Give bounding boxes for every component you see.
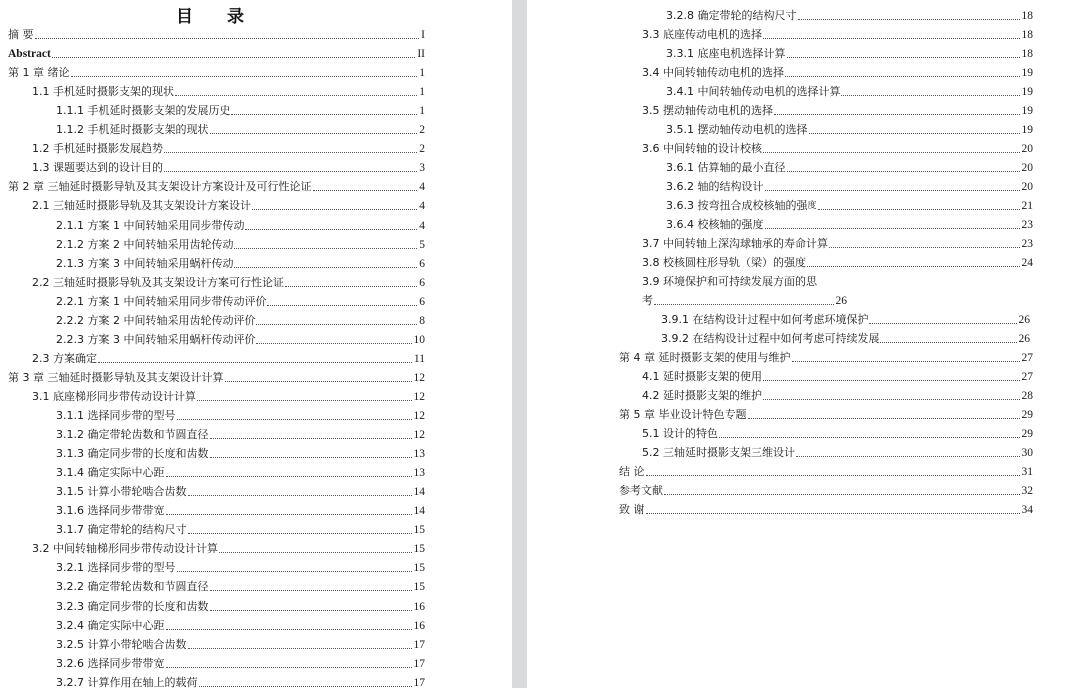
- toc-entry: [642, 99, 1033, 118]
- toc-title: 目 录: [176, 7, 258, 27]
- dot-leader: [792, 360, 1020, 362]
- toc-entry-label: 2.1 三轴延时摄影导轨及其支架设计方案设计: [32, 199, 251, 213]
- toc-entry-label: 3.3.1 底座电机选择计算: [666, 47, 786, 60]
- dot-leader: [166, 475, 412, 477]
- toc-entry-label: 3.9.2 在结构设计过程中如何考虑可持续发展: [661, 332, 880, 345]
- dot-leader: [763, 379, 1020, 381]
- toc-entry-label: 3.2.3 确定同步带的长度和齿数: [56, 599, 209, 613]
- toc-entry-page: 26: [1018, 314, 1030, 326]
- toc-entry-label: 3.6.3 按弯扭合成校核轴的强: [666, 199, 808, 212]
- toc-entry-page: 16: [413, 600, 425, 613]
- toc-entry-page: 15: [413, 543, 425, 556]
- dot-leader: [188, 532, 412, 534]
- dot-leader: [267, 304, 417, 306]
- toc-entry-label: 3.3 底座传动电机的选择: [642, 28, 762, 41]
- toc-entry-label: 2.2 三轴延时摄影导轨及其支架设计方案可行性论证: [32, 275, 284, 289]
- toc-entry: [56, 499, 425, 518]
- toc-entry-label: 2.2.1 方案 1 中间转轴采用同步带传动评价: [56, 294, 267, 308]
- toc-entry-page: 28: [1021, 390, 1033, 402]
- toc-entry: [642, 61, 1033, 80]
- dot-leader: [646, 474, 1020, 476]
- toc-entry-page: 12: [413, 429, 425, 442]
- dot-leader: [219, 551, 412, 553]
- dot-leader: [774, 113, 1020, 115]
- dot-leader: [188, 494, 412, 496]
- dot-leader: [225, 380, 412, 382]
- toc-entry-label: 3.5.1 摆动轴传动电机的选择: [666, 123, 808, 136]
- dot-leader: [175, 94, 417, 96]
- dot-leader: [664, 493, 1020, 495]
- toc-entry-page: 18: [1021, 10, 1033, 22]
- toc-entry: [56, 518, 425, 537]
- toc-entry: [56, 633, 425, 652]
- dot-leader: [210, 132, 418, 134]
- toc-entry-label: 1.1 手机延时摄影支架的现状: [32, 85, 174, 99]
- dot-leader: [210, 456, 412, 458]
- toc-entry-page: 12: [413, 371, 425, 384]
- dot-leader: [188, 647, 412, 649]
- dot-leader: [763, 151, 1020, 153]
- toc-entry-page: 23: [1021, 219, 1033, 231]
- toc-entry-page: 13: [413, 467, 425, 480]
- toc-entry: [642, 232, 1033, 251]
- dot-leader: [197, 399, 412, 401]
- dot-leader: [210, 437, 412, 439]
- toc-entry: [56, 99, 425, 118]
- toc-entry: [642, 289, 847, 308]
- toc-entry-page: 17: [413, 638, 425, 651]
- toc-entry-page: 6: [419, 295, 425, 308]
- toc-entry: [32, 137, 425, 156]
- toc-entry-label: 5.1 设计的特色: [642, 427, 718, 440]
- dot-leader: [256, 323, 417, 325]
- toc-entry-page: 20: [1021, 143, 1033, 155]
- dot-leader: [798, 18, 1020, 20]
- toc-entry-label: 3.2.5 计算小带轮啮合齿数: [56, 637, 187, 651]
- toc-entry-label: 3.7 中间转轴上深沟球轴承的寿命计算: [642, 237, 828, 250]
- toc-entry-page: 14: [413, 486, 425, 499]
- toc-entry: [56, 556, 425, 575]
- toc-entry-page: 26: [835, 295, 847, 307]
- toc-entry-label: 3.2.2 确定带轮齿数和节圆直径: [56, 580, 209, 594]
- toc-entry-label: 3.1.2 确定带轮齿数和节圆直径: [56, 428, 209, 442]
- toc-entry: [56, 233, 425, 252]
- toc-entry-label: 考: [642, 294, 653, 307]
- toc-entry-label: Abstract: [8, 48, 51, 61]
- toc-entry-label: 3.9.1 在结构设计过程中如何考虑环境保护: [661, 313, 869, 326]
- toc-entry: [32, 385, 425, 404]
- dot-leader: [785, 75, 1020, 77]
- dot-leader: [869, 322, 1016, 324]
- toc-entry-label: 第 3 章 三轴延时摄影导轨及其支架设计计算: [8, 370, 224, 384]
- toc-entry-label: 3.1.5 计算小带轮啮合齿数: [56, 485, 187, 499]
- toc-entry-page: 34: [1021, 504, 1033, 516]
- toc-entry-label: 3.4 中间转轴传动电机的选择: [642, 66, 784, 79]
- toc-entry: [619, 403, 1033, 422]
- toc-entry: [666, 175, 1033, 194]
- toc-entry-page: 4: [419, 181, 425, 194]
- dot-leader: [35, 37, 420, 39]
- dot-leader: [177, 418, 412, 420]
- dot-leader: [763, 398, 1020, 400]
- toc-entry: [619, 498, 1033, 517]
- dot-leader: [807, 265, 1020, 267]
- toc-entry: [8, 366, 425, 385]
- dot-leader: [256, 342, 411, 344]
- toc-entry: [56, 575, 425, 594]
- toc-entry: [56, 423, 425, 442]
- toc-entry-label: 3.1.7 确定带轮的结构尺寸: [56, 523, 187, 537]
- dot-leader: [234, 266, 417, 268]
- dot-leader: [765, 227, 1020, 229]
- toc-entry-page: 2: [419, 143, 425, 156]
- dot-leader: [164, 170, 417, 172]
- toc-entry-page: I: [421, 29, 425, 41]
- toc-entry-label: 2.2.3 方案 3 中间转轴采用蜗杆传动评价: [56, 332, 256, 346]
- toc-entry-label: 3.1.4 确定实际中心距: [56, 466, 165, 480]
- toc-entry: [32, 156, 425, 175]
- dot-leader: [234, 247, 417, 249]
- dot-leader: [841, 94, 1019, 96]
- toc-entry: [56, 461, 425, 480]
- dot-leader: [654, 303, 834, 305]
- toc-entry: [666, 4, 1033, 23]
- dot-leader: [818, 208, 1020, 210]
- toc-entry: [56, 328, 425, 347]
- dot-leader: [71, 75, 418, 77]
- toc-entry: [642, 441, 1033, 460]
- toc-entry: [661, 327, 1030, 346]
- toc-entry-page: 3: [419, 162, 425, 175]
- toc-entry: [666, 213, 1033, 232]
- toc-entry-label: 1.1.2 手机延时摄影支架的现状: [56, 123, 209, 137]
- toc-entry: [619, 346, 1033, 365]
- toc-entry-page: 29: [1021, 409, 1033, 421]
- toc-entry-label: 3.6.1 估算轴的最小直径: [666, 161, 786, 174]
- toc-entry-page: 31: [1021, 466, 1033, 478]
- dot-leader: [829, 246, 1020, 248]
- toc-entry-label: 3.6.2 轴的结构设计: [666, 180, 764, 193]
- toc-entry-page: 15: [413, 562, 425, 575]
- toc-entry-page: 1: [419, 67, 425, 80]
- toc-entry-page: 27: [1021, 371, 1033, 383]
- dot-leader: [763, 37, 1020, 39]
- toc-entry-label: 第 1 章 绪论: [8, 66, 70, 80]
- toc-entry: [666, 156, 1033, 175]
- toc-entry: [666, 42, 1033, 61]
- toc-entry: [642, 23, 1033, 42]
- toc-entry-page: 20: [1021, 162, 1033, 174]
- toc-entry: [642, 365, 1033, 384]
- toc-entry-page: 21: [1021, 200, 1033, 212]
- toc-entry-page: 14: [413, 505, 425, 518]
- toc-entry: [8, 61, 425, 80]
- toc-entry-page: 1: [419, 105, 425, 118]
- dot-leader: [796, 455, 1020, 457]
- toc-page-right: [527, 0, 1086, 688]
- toc-entry: [56, 480, 425, 499]
- toc-entry-label: 致 谢: [619, 503, 645, 516]
- toc-entry-label: 3.1.3 确定同步带的长度和齿数: [56, 447, 209, 461]
- toc-entry-page: 20: [1021, 181, 1033, 193]
- toc-entry: [32, 537, 425, 556]
- toc-entry-label: 结 论: [619, 465, 645, 478]
- dot-leader: [164, 151, 417, 153]
- toc-entry: [32, 347, 425, 366]
- toc-entry-label: 2.1.1 方案 1 中间转轴采用同步带传动: [56, 218, 245, 232]
- toc-entry-label: 3.4.1 中间转轴传动电机的选择计算: [666, 85, 841, 98]
- dot-leader: [285, 285, 417, 287]
- toc-entry-page: 17: [413, 676, 425, 688]
- toc-entry-label: 3.2 中间转轴梯形同步带传动设计计算: [32, 542, 218, 556]
- toc-entry-label: 参考文献: [619, 484, 663, 497]
- toc-entry-page: 27: [1021, 352, 1033, 364]
- dot-leader: [166, 513, 412, 515]
- toc-entry-page: 16: [413, 619, 425, 632]
- toc-entry-label: 4.2 延时摄影支架的维护: [642, 389, 762, 402]
- toc-entry-label: 2.1.2 方案 2 中间转轴采用齿轮传动: [56, 237, 234, 251]
- dot-leader: [166, 628, 412, 630]
- toc-entry-label-suffix: 度: [807, 201, 817, 211]
- toc-entry-page: 17: [413, 657, 425, 670]
- toc-entry: [32, 194, 425, 213]
- toc-entry: [56, 614, 425, 633]
- toc-entry-page: 19: [1021, 86, 1033, 98]
- dot-leader: [313, 189, 418, 191]
- dot-leader: [748, 417, 1020, 419]
- toc-entry-label: 5.2 三轴延时摄影支架三维设计: [642, 446, 795, 459]
- toc-entry-label: 1.1.1 手机延时摄影支架的发展历史: [56, 104, 231, 118]
- toc-entry: [56, 442, 425, 461]
- dot-leader: [646, 512, 1020, 514]
- toc-entry-label: 3.2.6 选择同步带带宽: [56, 656, 165, 670]
- toc-entry-page: 32: [1021, 485, 1033, 497]
- toc-entry-page: 12: [413, 410, 425, 422]
- toc-entry-label: 3.6 中间转轴的设计校核: [642, 142, 762, 155]
- toc-entry: [32, 80, 425, 99]
- toc-entry: [56, 309, 425, 328]
- toc-entry-page: 10: [413, 333, 425, 346]
- toc-entry-label: 2.2.2 方案 2 中间转轴采用齿轮传动评价: [56, 313, 256, 327]
- toc-entry-page: 11: [413, 352, 425, 365]
- toc-entry: [661, 308, 1030, 327]
- toc-entry: [8, 23, 425, 42]
- toc-entry-label: 1.2 手机延时摄影发展趋势: [32, 142, 163, 156]
- toc-entry-page: 30: [1021, 447, 1033, 459]
- toc-entry-page: 2: [419, 124, 425, 137]
- dot-leader: [252, 208, 417, 210]
- toc-entry: [642, 422, 1033, 441]
- toc-entry-label: 4.1 延时摄影支架的使用: [642, 370, 762, 383]
- toc-entry: [56, 671, 425, 688]
- toc-entry-label: 3.2.4 确定实际中心距: [56, 618, 165, 632]
- toc-entry-page: 29: [1021, 428, 1033, 440]
- toc-entry: [56, 214, 425, 233]
- toc-entry-page: 15: [413, 524, 425, 537]
- toc-entry: [56, 652, 425, 671]
- dot-leader: [787, 170, 1020, 172]
- toc-page-left: [0, 0, 512, 688]
- page-gutter: [512, 0, 527, 688]
- toc-entry: [642, 251, 1033, 270]
- toc-entry-label: 3.5 摆动轴传动电机的选择: [642, 104, 773, 117]
- dot-leader: [765, 189, 1020, 191]
- toc-entry-label: 3.1.1 选择同步带的型号: [56, 409, 176, 422]
- toc-entry-label: 第 2 章 三轴延时摄影导轨及其支架设计方案设计及可行性论证: [8, 180, 312, 194]
- toc-entry-label: 3.8 校核圆柱形导轨（梁）的强度: [642, 256, 806, 269]
- toc-entry-label: 3.2.1 选择同步带的型号: [56, 561, 176, 575]
- toc-entry-label: 3.1 底座梯形同步带传动设计计算: [32, 389, 196, 403]
- toc-entry-label: 3.6.4 校核轴的强度: [666, 218, 764, 231]
- toc-entry: [32, 271, 425, 290]
- toc-entry-page: 13: [413, 448, 425, 461]
- toc-entry-page: 18: [1021, 29, 1033, 41]
- dot-leader: [52, 56, 416, 58]
- dot-leader: [809, 132, 1020, 134]
- toc-entry-page: 6: [419, 257, 425, 270]
- toc-entry: [642, 137, 1033, 156]
- toc-entry: [56, 404, 425, 423]
- toc-entry-label: 1.3 课题要达到的设计目的: [32, 161, 163, 175]
- toc-entry: [619, 479, 1033, 498]
- toc-entry-label: 2.1.3 方案 3 中间转轴采用蜗杆传动: [56, 256, 234, 270]
- toc-entry-page: 4: [419, 200, 425, 213]
- toc-entry-page: 23: [1021, 238, 1033, 250]
- toc-entry: [56, 118, 425, 137]
- toc-entry-page: 1: [419, 86, 425, 99]
- toc-entry-page: 26: [1018, 333, 1030, 345]
- toc-entry-page: 5: [419, 238, 425, 251]
- toc-entry: [642, 384, 1033, 403]
- toc-entry: [56, 595, 425, 614]
- toc-entry-label: 第 5 章 毕业设计特色专题: [619, 408, 747, 421]
- dot-leader: [880, 341, 1016, 343]
- toc-entry-page: 15: [413, 581, 425, 594]
- toc-entry-page: 18: [1021, 48, 1033, 60]
- toc-entry-page: 19: [1021, 67, 1033, 79]
- toc-entry: [666, 118, 1033, 137]
- toc-entry: [666, 80, 1033, 99]
- toc-entry: [8, 42, 425, 61]
- toc-entry: [8, 175, 425, 194]
- toc-entry-page: II: [417, 48, 425, 61]
- toc-entry-label: 3.2.7 计算作用在轴上的载荷: [56, 675, 198, 688]
- toc-entry-label: 第 4 章 延时摄影支架的使用与维护: [619, 351, 791, 364]
- toc-entry: [619, 460, 1033, 479]
- toc-entry-label: 2.3 方案确定: [32, 351, 97, 365]
- toc-entry-page: 19: [1021, 105, 1033, 117]
- toc-entry-page: 12: [413, 390, 425, 403]
- toc-entry-page: 4: [419, 219, 425, 232]
- dot-leader: [231, 113, 417, 115]
- toc-entry-page: 19: [1021, 124, 1033, 136]
- toc-entry: [666, 194, 1033, 213]
- dot-leader: [787, 56, 1020, 58]
- toc-entry-page: 24: [1021, 257, 1033, 269]
- dot-leader: [245, 228, 417, 230]
- toc-entry-label: 3.9 环境保护和可持续发展方面的思: [642, 275, 817, 288]
- toc-entry-page: 8: [419, 314, 425, 327]
- toc-entry: [56, 290, 425, 309]
- dot-leader: [210, 589, 412, 591]
- toc-entry-label: 3.1.6 选择同步带带宽: [56, 504, 165, 518]
- toc-entry: [56, 252, 425, 271]
- dot-leader: [719, 436, 1020, 438]
- dot-leader: [177, 570, 412, 572]
- dot-leader: [98, 361, 412, 363]
- toc-entry-label: 摘 要: [8, 28, 34, 41]
- toc-entry-page: 6: [419, 276, 425, 289]
- dot-leader: [166, 666, 412, 668]
- toc-entry: [642, 270, 1033, 289]
- dot-leader: [210, 609, 412, 611]
- dot-leader: [199, 685, 412, 687]
- toc-entry-label: 3.2.8 确定带轮的结构尺寸: [666, 9, 797, 22]
